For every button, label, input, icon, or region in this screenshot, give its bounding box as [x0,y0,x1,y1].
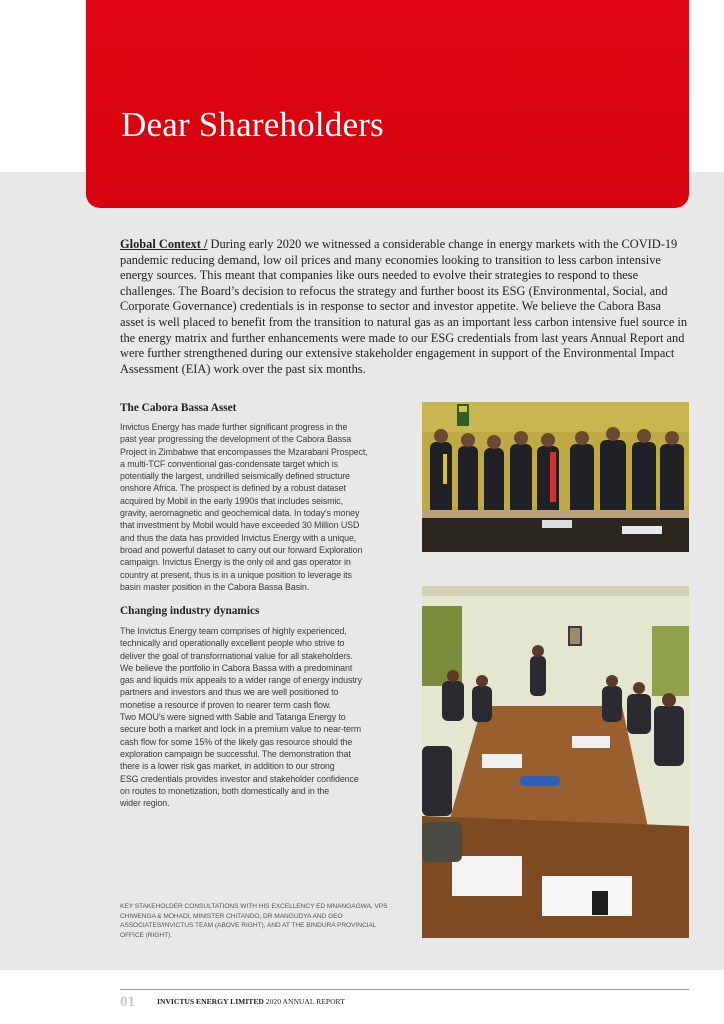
intro-lead: Global Context / [120,237,208,251]
page-title: Dear Shareholders [121,105,384,144]
provincial-office-photo-illustration [422,586,689,938]
footer-divider [120,989,689,990]
section-heading-industry-dynamics: Changing industry dynamics [120,605,260,617]
header-banner [86,0,689,208]
delegation-photo [422,402,689,552]
section-body-industry-dynamics: The Invictus Energy team comprises of highly experienced, technically and operationally excellent people who strive to deliver the goal of transformational value for all stakeholders. We believe the portfolio in Cabora Bassa with a predominant gas and liquids mix appeals to a wider range of energy industry partners and investors and thus we are well positioned to monetise a resource if proven to nearer term cash flow. Two MOU’s were signed with Sable and Tatanga Energy to secure both a market and lock in a premium value to near-term cash flow for some 15% of the likely gas resource should the exploration campaign be successful. The demonstration that there is a lower risk gas market, in addition to our strong ESG credentials provides investor and stakeholder confidence on routes to monetization, both domestically and in the wider region. [120,626,362,809]
footer-report-title [157,997,345,1006]
provincial-office-photo [422,586,689,938]
footer-report: 2020 ANNUAL REPORT [263,997,345,1006]
intro-text: During early 2020 we witnessed a considerable change in energy markets with the COVID-19 pandemic reducing demand, low oil prices and many economies looking to transition to less carbon intensive energy sources. This meant that companies like ours needed to evolve their strategies to respond to these challenges. The Board’s decision to refocus the strategy and further boost its ESG (Environmental, Social, and Corporate Governance) credentials is in response to sector and investor appetite. We believe the Cabora Basa asset is well placed to benefit from the transition to natural gas as an important less carbon intensive fuel source in the energy matrix and further enhancements were made to our ESG credentials from last years Annual Report and were further strengthened during our extensive stakeholder engagement in support of the Environmental Impact Assessment (EIA) work over the past six months. [120,237,688,376]
section-heading-cabora-bassa: The Cabora Bassa Asset [120,402,237,414]
intro-paragraph [120,237,688,377]
page-number: 01 [120,994,135,1010]
section-body-cabora-bassa: Invictus Energy has made further significant progress in the past year progressing the development of the Cabora Bassa Project in Zimbabwe that encompasses the Mzarabani Prospect, a multi-TCF conventional gas-condensate target which is potentially the largest, undrilled seismically defined structure onshore Africa. The prospect is defined by a robust dataset acquired by Mobil in the early 1990s that includes seismic, gravity, aeromagnetic and geochemical data. In today’s money that investment by Mobil would have exceeded 30 Million USD and thus the data has provided Invictus Energy with a unique, broad and powerful dataset to carry out our forward Exploration campaign. Invictus Energy is the only oil and gas operator in country at present, thus is in a unique position to leverage its basin master position in the Cabora Bassa Basin. [120,422,368,592]
delegation-photo-illustration [422,402,689,552]
footer-company: INVICTUS ENERGY LIMITED [157,997,264,1006]
photo-caption: KEY STAKEHOLDER CONSULTATIONS WITH HIS EXCELLENCY ED MNANGAGWA, VPS CHIWENGA & MOHADI, MINISTER CHITANDO, DR MANGUDYA AND GEO ASSOCIATES/INVICTUS TEAM (ABOVE RIGHT), AND AT THE BINDURA PROVINCIAL OFFICE (RIGHT). [120,903,388,939]
